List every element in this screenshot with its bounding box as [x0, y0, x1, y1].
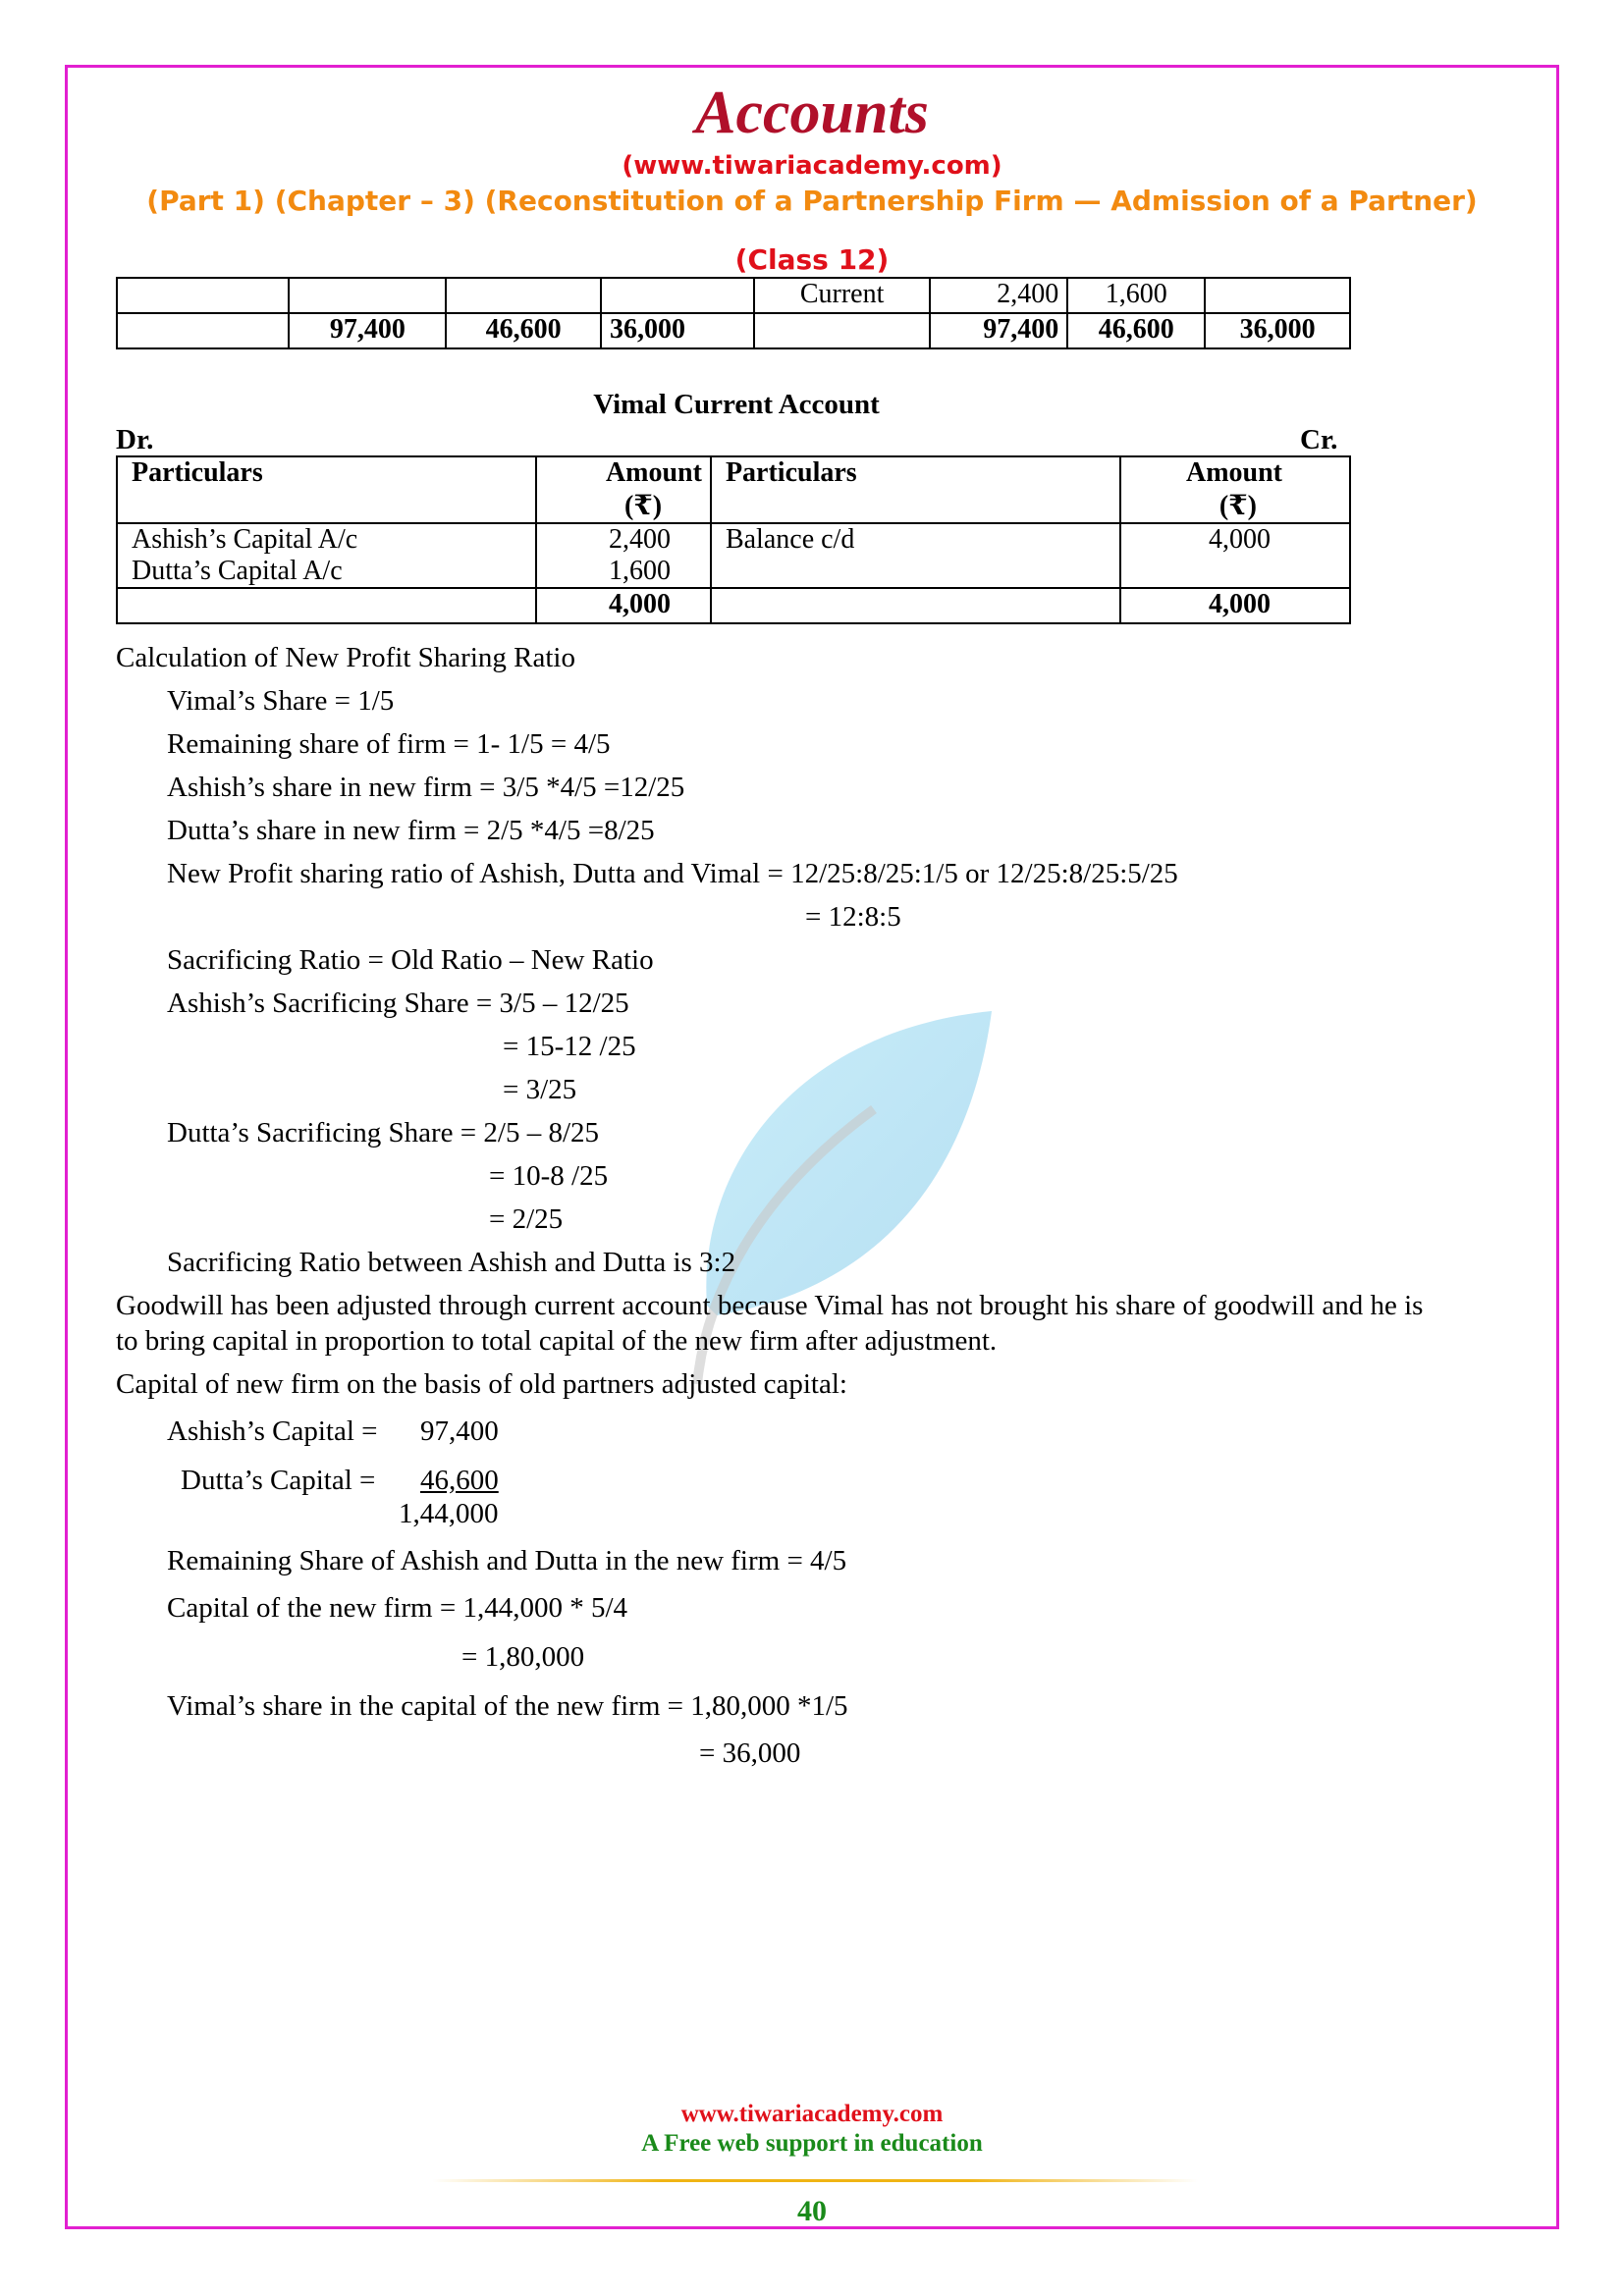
calc-line: Dutta’s share in new firm = 2/5 *4/5 =8/25 — [167, 815, 655, 846]
header-particulars-left: Particulars — [117, 456, 536, 523]
table-row — [117, 278, 1350, 313]
page-title: Accounts — [695, 80, 929, 146]
class-label: (Class 12) — [734, 243, 890, 276]
table-header-row — [117, 456, 1350, 523]
calc-line: Dutta’s Sacrificing Share = 2/5 – 8/25 — [167, 1117, 599, 1148]
calc-line: = 15-12 /25 — [503, 1031, 636, 1062]
table-total-row — [117, 588, 1350, 623]
account-title: Vimal Current Account — [593, 389, 880, 420]
total-right: 4,000 — [1120, 588, 1350, 623]
calc-line: = 12:8:5 — [805, 901, 901, 933]
total-dutta-right: 46,600 — [1067, 313, 1205, 348]
calc-heading: Calculation of New Profit Sharing Ratio — [116, 642, 575, 673]
footer-tagline: A Free web support in education — [641, 2130, 983, 2157]
header-amount-right: Amount (₹) — [1120, 456, 1350, 523]
calc-line: Vimal’s Share = 1/5 — [167, 685, 395, 717]
paragraph-line: Capital of new firm on the basis of old partners adjusted capital: — [116, 1368, 847, 1400]
debit-label: Dr. — [116, 424, 154, 455]
calc-line: Sacrificing Ratio between Ashish and Dutta is 3:2 — [167, 1247, 736, 1278]
left-particular: Dutta’s Capital A/c — [132, 556, 343, 586]
total-vimal-right: 36,000 — [1205, 313, 1350, 348]
total-ashish-left: 97,400 — [289, 313, 446, 348]
page-number: 40 — [797, 2195, 827, 2227]
row-particular: Current — [754, 278, 931, 313]
calc-line: = 1,80,000 — [461, 1641, 585, 1673]
calc-line: = 2/25 — [489, 1203, 564, 1235]
right-particular: Balance c/d — [711, 523, 1120, 588]
dutta-amount: 1,600 — [1067, 278, 1205, 313]
capital-table-tail — [116, 277, 1351, 349]
left-particular: Ashish’s Capital A/c — [132, 524, 358, 555]
footer-divider — [432, 2179, 1198, 2182]
table-total-row — [117, 313, 1350, 348]
ashish-amount: 2,400 — [930, 278, 1067, 313]
calc-line: Vimal’s share in the capital of the new firm = 1,80,000 *1/5 — [167, 1690, 848, 1722]
left-amount: 1,600 — [608, 556, 671, 586]
footer-url[interactable]: www.tiwariacademy.com — [680, 2101, 944, 2127]
dutta-capital-label: Dutta’s Capital = — [181, 1465, 376, 1496]
calc-line: Sacrificing Ratio = Old Ratio – New Ratio — [167, 944, 654, 976]
calc-line: Remaining share of firm = 1- 1/5 = 4/5 — [167, 728, 611, 760]
table-row — [117, 523, 1350, 588]
calc-line: New Profit sharing ratio of Ashish, Dutta and Vimal = 12/25:8/25:1/5 or 12/25:8/25:5/25 — [167, 858, 1178, 889]
chapter-subtitle: (Part 1) (Chapter – 3) (Reconstitution of a Partnership Firm — Admission of a Partner) — [146, 185, 1478, 217]
calc-line: Ashish’s Sacrificing Share = 3/5 – 12/25 — [167, 988, 629, 1019]
calc-line: Ashish’s share in new firm = 3/5 *4/5 =12/25 — [167, 772, 685, 803]
calc-line: = 3/25 — [503, 1074, 577, 1105]
calc-line: = 36,000 — [699, 1737, 801, 1769]
header-particulars-right: Particulars — [711, 456, 1120, 523]
left-amount: 2,400 — [608, 524, 671, 555]
paragraph-line: Goodwill has been adjusted through current account because Vimal has not brought his share of goodwill and he is — [116, 1290, 1424, 1321]
total-vimal-left: 36,000 — [601, 313, 754, 348]
total-capital-value: 1,44,000 — [399, 1498, 499, 1529]
credit-label: Cr. — [1300, 424, 1338, 455]
ashish-capital-value: 97,400 — [420, 1415, 499, 1447]
total-left: 4,000 — [536, 588, 711, 623]
dutta-capital-value: 46,600 — [420, 1465, 499, 1496]
header-amount-left: Amount (₹) — [536, 456, 711, 523]
header-url[interactable]: (www.tiwariacademy.com) — [622, 151, 1002, 181]
vimal-current-account-table — [116, 455, 1351, 624]
calc-line: Remaining Share of Ashish and Dutta in the new firm = 4/5 — [167, 1545, 847, 1576]
total-ashish-right: 97,400 — [930, 313, 1067, 348]
total-dutta-left: 46,600 — [446, 313, 601, 348]
ashish-capital-label: Ashish’s Capital = — [167, 1415, 378, 1447]
paragraph-line: to bring capital in proportion to total capital of the new firm after adjustment. — [116, 1325, 998, 1357]
calc-line: Capital of the new firm = 1,44,000 * 5/4 — [167, 1592, 627, 1624]
right-amount: 4,000 — [1120, 523, 1350, 588]
calc-line: = 10-8 /25 — [489, 1160, 609, 1192]
